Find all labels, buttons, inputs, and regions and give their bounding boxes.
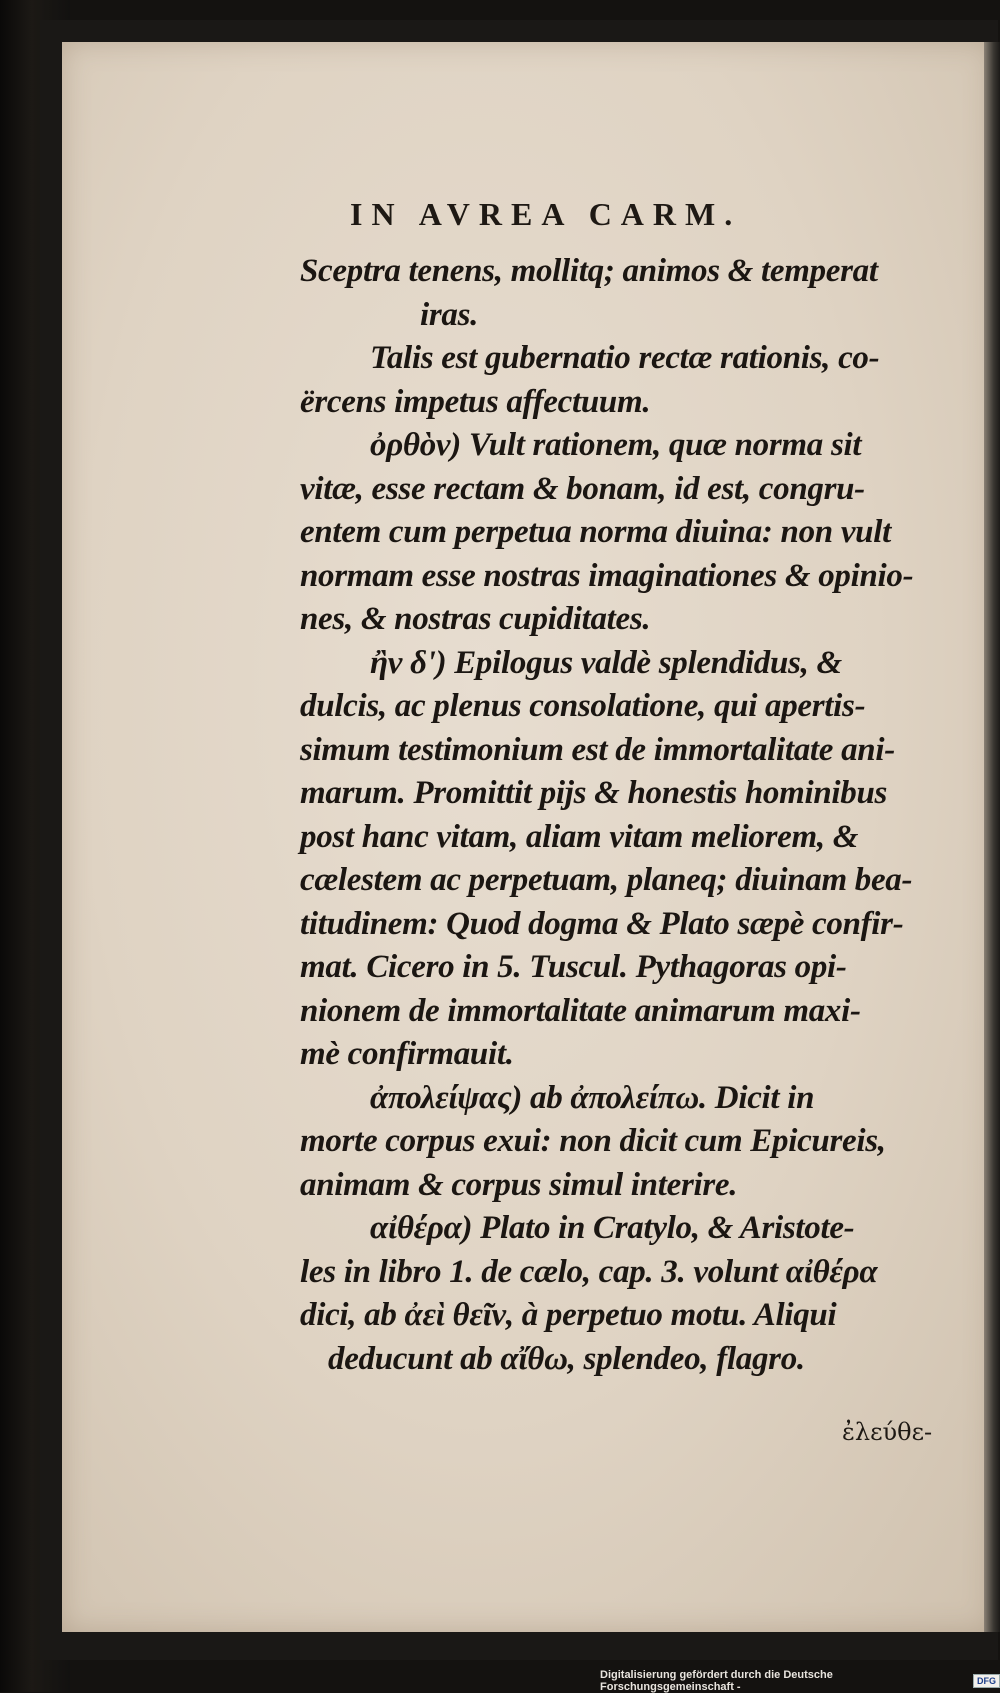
footer-text: Digitalisierung gefördert durch die Deutsche Forschungsgemeinschaft - <box>600 1669 833 1693</box>
running-header: IN AVREA CARM. <box>350 196 742 232</box>
text-line: titudinem: Quod dogma & Plato sæpè confir- <box>300 905 904 942</box>
page-body <box>300 250 940 1381</box>
text-line: vitæ, esse rectam & bonam, id est, congru- <box>300 470 865 507</box>
text-line: cælestem ac perpetuam, planeq; diuinam bea- <box>300 862 913 898</box>
text-line: morte corpus exui: non dicit cum Epicureis, <box>300 1123 886 1159</box>
text-line: Sceptra tenens, mollitq; animos & temperat <box>300 253 878 289</box>
text-line: dulcis, ac plenus consolatione, qui apertis- <box>300 688 866 724</box>
text-line: nionem de immortalitate animarum maxi- <box>300 992 861 1029</box>
text-line: marum. Promittit pijs & honestis hominibus <box>300 775 888 811</box>
text-line: iras. <box>420 296 479 333</box>
page-edge <box>984 42 1000 1632</box>
text-line: simum testimonium est de immortalitate ani- <box>300 731 895 768</box>
text-line: ërcens impetus affectuum. <box>300 383 651 420</box>
text-line: mè confirmauit. <box>300 1036 514 1072</box>
text-line: ἢν δ') Epilogus valdè splendidus, & <box>370 644 842 681</box>
text-line: αἰθέρα) Plato in Cratylo, & Aristote- <box>370 1210 855 1246</box>
text-line: post hanc vitam, aliam vitam meliorem, & <box>300 818 859 855</box>
text-line: nes, & nostras cupiditates. <box>300 601 651 637</box>
text-line: Talis est gubernatio rectæ rationis, co- <box>370 340 880 376</box>
text-line: animam & corpus simul interire. <box>300 1166 738 1203</box>
text-line: dici, ab ἀεὶ θεῖν, à perpetuo motu. Aliqui <box>300 1297 837 1333</box>
text-line: normam esse nostras imaginationes & opinio- <box>300 557 914 594</box>
dfg-logo-icon: DFG <box>973 1674 1000 1688</box>
text-line: les in libro 1. de cælo, cap. 3. volunt αἰθέρα <box>300 1253 878 1290</box>
text-line: ἀπολείψας) ab ἀπολείπω. Dicit in <box>370 1079 815 1116</box>
text-line: entem cum perpetua norma diuina: non vult <box>300 514 891 550</box>
digitization-footer <box>600 1669 1000 1693</box>
text-line: mat. Cicero in 5. Tuscul. Pythagoras opi- <box>300 949 847 985</box>
text-line: ὀρθὸν) Vult rationem, quæ norma sit <box>370 427 862 463</box>
catchword: ἐλεύθε- <box>842 1418 933 1446</box>
text-line: deducunt ab αἴθω, splendeo, flagro. <box>328 1340 805 1377</box>
